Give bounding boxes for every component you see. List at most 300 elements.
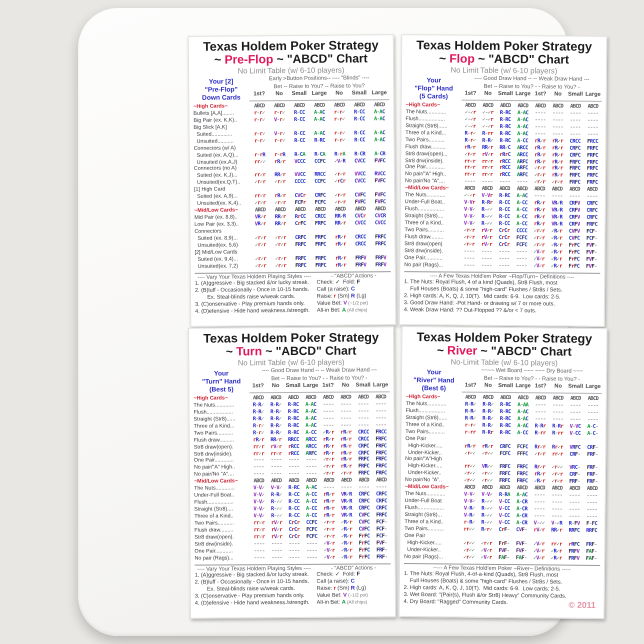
action-code-cell: CVCR [374,213,386,220]
action-code-cell: ---- [534,124,546,131]
section-label: ~High Cards~ [193,395,228,402]
street-name: River [447,343,478,358]
action-code-cell: RR✓r [334,220,346,227]
action-code-cell: A-AC [305,415,317,422]
action-code-cell: ---- [587,110,599,117]
action-code-cell: CVF- [516,526,528,534]
action-code-cell: ✓r✓r [255,241,267,249]
action-code-cell: A-AC [313,116,325,123]
action-code-cell: FRFC [315,262,327,269]
action-code-cell: FRFC [375,456,387,463]
action-code-cell: ---- [587,117,599,124]
action-code-cell: FRFC [375,470,387,477]
action-code-cell: R-Rr [534,423,546,430]
action-code-cell: FrFC [358,533,370,540]
action-code-cell: R-✓✓ [271,513,283,520]
action-code-cell: R-RC [499,401,511,409]
action-code-cell: ✓r✓✓ [463,540,475,547]
style-line: 2. (B)luff - Occasionally - Once in 10-15 hands. [194,579,310,586]
action-code-cell: FRFC [516,471,528,478]
bet-size-header: No [271,383,280,390]
header-line-1: Early >Button Positions-- ---- "Blinds" ---- [268,75,370,83]
hand-label-cell: Flush draw.......... [405,143,446,151]
action-code-cell: RR✓r [274,214,286,221]
hand-label-cell: Under-Kicker.. [405,449,442,456]
style-line: 4. (D)efensive - Hide hand weakness./strength. [194,599,310,607]
action-code-cell: ---- [569,131,581,138]
action-code-cell: ✓V✓r [533,262,545,269]
hand-label-cell: No pair/No "A".... [404,178,445,185]
action-code-cell: ---- [463,262,475,269]
hand-label-line: (Best 5) [209,386,234,394]
action-code-cell: ---- [340,401,352,408]
action-code-cell: rR✓r [551,158,563,166]
hand-label-cell: Three of a Kind... [405,129,447,137]
action-legend-line: Call (a raise): C [316,286,355,294]
action-code-cell: ---- [463,248,475,255]
chart-street-line: ~ Pre-Flop ~ "ABCD" Chart [214,51,368,67]
action-code-cell: A-C- [587,423,599,430]
action-code-cell: Rr✓r [534,464,546,471]
action-code-cell: r-r✓ [333,109,345,116]
action-code-cell: ✓R✓r [341,533,353,540]
column-headers [193,75,389,103]
action-legend-line: Raise: r (Sm) R (Lg) [316,585,367,593]
action-code-cell: r-r✓ [273,109,285,117]
action-code-cell: R-✓✓ [481,512,493,519]
bet-size-header: Small [285,382,301,390]
action-code-cell: CRFV [568,207,580,214]
hand-label-line: "Flop" Hand [414,85,454,93]
action-code-cell: ---- [533,499,545,506]
action-code-cell: ✓V✓r [323,547,335,554]
action-code-cell: ---- [322,401,334,408]
hand-label-cell: Flush.................. [404,206,445,213]
action-code-cell: FVF- [516,540,528,547]
position-headers [462,76,602,103]
action-code-cell: ✓r✓✓ [481,450,493,457]
action-code-cell: rV✓r [271,533,283,540]
action-code-cell: CRFC [358,498,370,505]
action-code-cell: CRFC [569,152,581,159]
hand-label-cell: Connectors (no A) [193,165,237,173]
action-code-cell: V-V✓ [463,498,475,505]
action-code-cell: ---- [305,457,317,464]
action-code-cell: ---- [375,415,387,422]
action-code-cell: ✓R✓r [551,228,563,235]
action-code-cell: ---- [587,124,599,131]
action-code-cell: ✓r✓r [254,179,266,186]
action-code-cell: rr✓r [254,193,266,200]
hand-label-cell: Two Pairs........... [405,428,445,436]
abcd-column-header: ABCD [517,103,529,110]
action-code-cell: FRFC [516,478,528,485]
action-code-cell: CRFV [568,214,580,221]
action-code-cell: rr✓r [551,541,563,548]
hand-label-cell: Flush.................. [404,504,445,512]
action-code-cell: RR✓C [499,144,511,151]
action-code-cell: CRCC [355,234,366,241]
hand-label-cell: Flush.................. [405,116,446,123]
action-code-cell: ---- [357,422,369,429]
action-code-cell: A-AC [517,409,529,416]
action-code-cell: rR✓r [340,463,352,471]
chart-card-flop [399,34,608,327]
action-code-cell: ✓r✓r [551,471,563,478]
abcd-column-header: ABCD [552,103,564,110]
action-code-cell: A-AC [305,401,317,408]
hand-label-cell: Str8 draw(open). [193,443,234,451]
abcd-column-header: ABCD [374,102,385,109]
hand-label-line: Your [2] [208,78,234,86]
action-code-cell: ---- [534,492,546,499]
action-code-cell: FCFC [499,450,511,457]
action-code-cell: A-AC [305,485,317,492]
position-headers [249,75,389,102]
action-code-cell: rV✓r [481,241,493,248]
hand-label-cell: Low Pair (ex. 3,3).. [194,221,239,228]
action-code-cell: A-CC [306,505,317,512]
abcd-column-header: ABCD [516,186,528,193]
action-code-cell: FRFC [375,435,387,443]
action-code-cell: VCCC [294,158,306,165]
action-code-cell: ✓V✓r [323,554,335,561]
abcd-column-header: ABCD [551,485,563,492]
styles-title: ---- Vary Your Texas Holdem Playing Styles ---- [197,273,311,281]
action-code-cell: ---- [498,262,510,269]
action-code-cell: R-✓✓ [481,213,493,220]
action-legend-line: Check: ✓ Fold: F [316,279,361,287]
footer-columns [195,565,391,608]
strategy-table [193,102,390,270]
style-line: 2. (B)luff - Occasionally - Once in 10-15 hands. [194,287,310,295]
definitions-title: ---- A Few Texas Hold'em Poker ~Flop/Turn~ Definitions ---- [429,272,575,281]
action-code-cell: ---- [499,179,511,186]
action-code-cell: ---- [568,506,580,513]
action-code-cell: VR✓✓ [481,464,493,471]
action-code-cell: V-VC [569,423,581,430]
action-code-cell: CRFC [375,491,387,498]
abcd-column-header: ABCD [341,477,352,484]
action-code-cell: CRFC [586,214,598,221]
action-code-cell: CRFC [314,192,326,199]
action-code-cell: CCFC [314,158,326,165]
action-code-cell: R-r✓ [252,429,264,436]
action-code-cell: A-AC [373,109,385,116]
action-code-cell: ---- [569,193,581,200]
hand-label-line: Your [214,370,229,378]
action-code-cell: R-CC [499,200,511,207]
action-code-cell: CrCr [498,227,510,234]
action-code-cell: R-RC [499,422,511,429]
action-code-cell: RRFC [568,527,580,534]
action-code-cell: ✓r✓r [464,151,476,158]
abcd-column-header: ABCD [586,186,598,194]
abcd-column-header: ABCD [274,103,285,110]
action-code-cell: rR✓r [323,450,335,457]
action-code-cell: FRFC [586,159,598,166]
action-code-cell: ---- [534,193,546,200]
hand-label-line: Your [426,369,442,377]
action-code-cell: CCCC [294,179,306,186]
action-code-cell: rR✓r [335,255,347,262]
action-code-cell: ✓r✓r [533,235,545,242]
action-code-cell: R-R✓ [482,401,494,408]
action-code-cell: FCFC [314,199,326,206]
hand-label-cell: The Nuts............. [194,485,235,492]
abcd-column-header: ABCD [500,394,511,402]
hand-label-cell: Suited (ex. A,Q)... [193,152,239,159]
action-code-cell: CrCr [288,526,300,533]
street-name: Pre-Flop [224,52,274,67]
action-code-cell: FVF- [586,263,597,270]
action-code-cell: ---- [534,110,546,117]
action-code-cell: ---- [498,248,510,255]
action-code-cell: CVFC [358,519,370,526]
abcd-column-header: ABCD [534,186,545,193]
action-code-cell: R-RC [499,429,511,436]
action-code-cell: R-rr [552,430,564,437]
action-code-cell: RR✓R [334,213,346,220]
abcd-column-header: ABCD [481,186,493,193]
action-code-cell: ---- [552,131,564,138]
definition-line: Full Houses (Boats) & some "high-card" Flushes / Str8s / Sets. [403,578,563,586]
section-label: ~High Cards~ [405,102,441,109]
action-code-cell: ---- [375,401,387,408]
bet-size-header: No [275,91,284,98]
hand-label-cell: High-Kicker..... [405,442,443,449]
action-code-cell: R-CC [498,207,510,214]
action-code-cell: FrFC [358,554,370,561]
abcd-column-header: ABCD [357,394,369,401]
action-code-cell: rR✓r [533,207,545,214]
action-code-cell: CrFC [294,220,306,227]
abcd-column-header: ABCD [552,395,564,402]
action-code-cell: ---- [552,110,564,117]
action-code-cell: FVF- [586,242,598,249]
action-code-cell: CRFC [586,200,598,207]
action-code-cell: ---- [533,513,545,520]
action-code-cell: VRC- [569,465,581,472]
action-code-cell: ---- [253,554,265,561]
action-code-cell: rR✓r [534,471,546,478]
action-code-cell: ✓-✓r [464,123,476,130]
action-code-cell: ARFC [516,165,528,172]
action-code-cell: CCCC [516,227,528,235]
action-code-cell: ✓R✓r [341,526,353,533]
action-code-cell: FRFC [314,220,326,227]
action-legend-line: Value Bet: V (~1/2 pot) [316,300,369,307]
action-code-cell: ✓r✓r [463,234,475,241]
action-code-cell: rR✓r [552,145,564,152]
strategy-table [404,102,601,270]
action-code-cell: A-CR [374,150,386,157]
action-code-cell: ---- [358,484,370,491]
abcd-column-header: ABCD [354,206,366,213]
hand-label-cell: Under-Full Boat.. [404,199,445,206]
action-code-cell: FRF- [569,478,581,486]
action-code-cell: ✓r✓r [323,471,335,478]
hand-label-cell: Str8 drw(inside). [405,157,444,164]
action-code-cell: ARCC [516,151,528,158]
abcd-column-header: ABCD [569,186,580,193]
action-code-cell: ---- [534,117,546,124]
bet-size-header: Small [568,91,583,98]
action-code-cell: ✓-✓r [482,123,494,130]
action-code-cell: R✓r✓ [481,526,493,533]
abcd-column-header: ABCD [535,395,546,402]
action-code-cell: CVCC [354,157,366,164]
action-code-cell: ✓r✓r [254,200,266,207]
action-code-cell: FRFC [499,478,511,485]
abcd-column-header: ABCD [534,485,545,492]
hand-label-cell: Flush draw......... [194,527,234,534]
abcd-column-header: ABCD [314,206,326,213]
action-code-cell: ---- [464,178,476,186]
action-code-cell: ---- [586,193,598,201]
action-code-cell: ---- [357,415,369,422]
action-code-cell: rR✓r [323,436,335,443]
bet-size-header: No [484,382,492,389]
action-code-cell: ✓R✓r [551,262,563,270]
abcd-column-header: ABCD [482,102,494,109]
action-code-cell: A-AC [305,422,317,429]
abcd-column-header: ABCD [500,102,511,110]
action-code-cell: rV✓r [481,234,493,241]
action-cells [460,262,600,270]
action-code-cell: FCFC [306,526,318,533]
action-code-cell: R-✓✓ [270,499,282,506]
hand-label-cell: Connectors (w/ A) [193,145,236,152]
hand-label-cell: The Nuts............. [405,109,447,116]
action-code-cell: ✓r✓r [323,457,335,464]
action-code-cell: R-R✓ [482,415,494,422]
action-code-cell: ---- [552,117,564,124]
action-code-cell: RR✓r [482,144,494,151]
action-code-cell: FCF- [376,519,388,526]
bet-size-header: Small [498,382,514,390]
action-code-cell: ---- [357,408,369,415]
action-code-cell: rr✓r [253,527,265,534]
action-code-cell: A-AC [374,136,386,143]
action-code-cell: ---- [323,484,335,491]
action-code-cell: FCFC [516,234,528,242]
hand-label-line: "Pre-Flop" [204,86,238,94]
action-code-cell: R-R✓ [270,402,282,409]
action-code-cell: V-CC [498,519,510,526]
bet-size-header: Small [291,90,307,97]
bet-size-header: Small [568,383,584,390]
action-code-cell: ✓r✓✓ [464,470,476,478]
bet-size-header: No [335,90,344,97]
header-line-2: Bet -- Raise to You? - - Raise to You? - [483,83,580,91]
action-code-cell: A-AC [517,130,529,137]
hand-label-cell: Two Pairs........... [194,520,234,527]
abcd-column-header: ABCD [499,485,510,492]
header-line-3 [249,90,389,101]
bet-size-header: 1st? [253,91,266,98]
action-code-cell: R-CC [293,116,305,123]
action-code-cell: V-V✓ [270,485,282,492]
action-code-cell: ---- [569,110,581,117]
action-code-cell: FRFC [586,166,598,173]
abcd-column-header: ABCD [358,477,370,484]
action-code-cell: CRFC [295,234,306,241]
action-code-cell: VR✓R [341,512,353,519]
action-code-cell: ✓-✓r [464,192,476,199]
action-code-cell: rRCC [499,172,511,179]
action-code-cell: ✓V✓r [533,248,545,256]
action-code-cell: R-RC [499,137,511,144]
table-note: No Limit Table (w/ 6-10 players) [237,357,345,368]
action-code-cell: FRFC [569,166,581,173]
action-code-cell: R-CC [294,130,306,137]
action-code-cell: ✓V✓r [533,255,545,262]
action-code-cell: r-r✓ [274,137,286,144]
action-code-cell: V-CC [498,499,510,506]
action-code-cell: R-RC [287,422,299,429]
hand-label [406,367,462,394]
hand-label-cell: No pair/"A" High.. [405,171,447,178]
action-code-cell: ✓r✓r [534,172,546,179]
abcd-column-header: ABCD [322,394,334,401]
hand-label-cell: No pair/No "A".... [193,471,235,478]
action-code-cell: VRFC [569,444,581,451]
action-code-cell: A-AC [517,110,529,117]
action-code-cell: ---- [568,499,580,506]
action-code-cell: ✓V✓r [480,547,492,554]
action-code-cell: ARCC [305,443,317,450]
action-code-cell: A-AC [516,193,528,200]
action-code-cell: V-Vr [464,199,476,206]
action-code-cell: CRFC [358,491,370,498]
action-code-cell: A-AC [313,109,325,116]
action-code-cell: CRFV [569,200,581,207]
hand-label-cell: Straight (Str8)...... [193,416,236,423]
footer-columns [195,273,391,316]
hand-row [404,262,600,271]
action-code-cell: VR✓R [551,221,563,228]
action-code-cell: ---- [551,513,563,520]
bet-size-header: Large [585,91,601,98]
action-code-cell: FRFC [516,464,528,471]
action-code-cell: CVFV [568,228,580,235]
abcd-column-header: ABCD [374,206,386,213]
action-code-cell: ---- [551,499,563,506]
action-code-cell: ✓R✓r [341,554,353,561]
action-code-cell: R-CC [288,492,300,499]
action-code-cell: FAF- [498,554,510,561]
action-code-cell: rRCC [499,158,511,165]
action-code-cell: ---- [569,117,581,124]
action-code-cell: R-RC [499,408,511,415]
action-code-cell: CRFC [358,443,370,450]
hand-label-cell: Str8 draw(open). [194,534,234,541]
action-code-cell: A-CC [305,429,317,436]
action-code-cell: A-CC [517,137,529,144]
action-code-cell: ✓R✓r [534,478,546,485]
action-code-cell: V-r✓ [273,116,285,124]
action-code-cell: ✓r✓r [323,533,335,540]
hand-label-cell: Three of a Kind.. [404,220,444,227]
action-code-cell: V-V✓ [463,220,475,227]
hand-label [193,76,249,102]
action-code-cell: CRF- [569,451,581,458]
action-code-cell: ✓V✓r [533,541,545,548]
action-code-cell: VVCC [354,171,366,178]
action-code-cell: A-CC [306,512,318,519]
hand-label-cell: Straight (Str8)... [404,511,442,519]
